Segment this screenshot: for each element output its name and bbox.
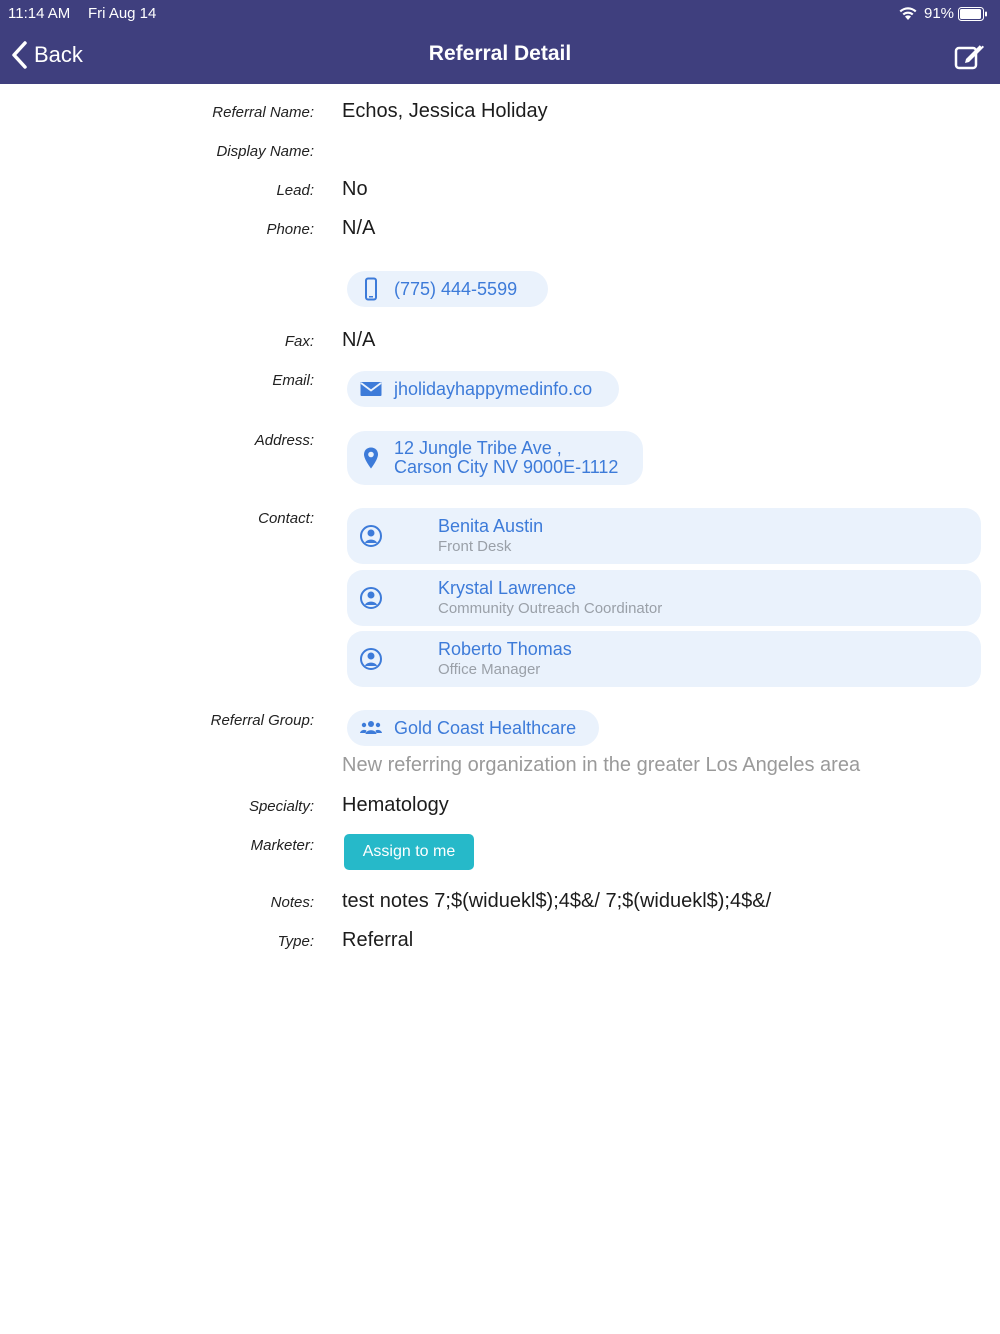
contact-name: Roberto Thomas [438, 639, 572, 659]
referral-group-button[interactable] [347, 710, 599, 746]
contact-item[interactable] [347, 570, 981, 626]
page-title: Referral Detail [428, 42, 572, 65]
edit-icon[interactable] [954, 40, 986, 70]
phone-label: Phone: [266, 221, 314, 238]
referral-name-label: Referral Name: [212, 104, 314, 121]
marketer-label: Marketer: [250, 837, 314, 854]
email-button[interactable] [347, 371, 619, 407]
contact-role: Front Desk [438, 538, 512, 555]
contact-role: Community Outreach Coordinator [438, 600, 663, 617]
person-circle-icon [359, 586, 383, 610]
referral-group-label: Referral Group: [210, 712, 314, 729]
lead-value: No [342, 178, 368, 200]
fax-label: Fax: [284, 333, 314, 350]
address-line2: Carson City NV 9000E-1112 [394, 457, 619, 477]
navigation-bar [0, 26, 1000, 84]
back-label: Back [34, 42, 83, 67]
person-circle-icon [359, 647, 383, 671]
email-label: Email: [272, 372, 314, 389]
battery-icon [958, 7, 988, 21]
specialty-value: Hematology [342, 794, 449, 816]
notes-label: Notes: [270, 894, 314, 911]
map-pin-icon [359, 446, 383, 470]
mobile-phone-text: (775) 444-5599 [394, 279, 518, 299]
referral-group-description: New referring organization in the greater Los Angeles area [342, 754, 861, 776]
contact-role: Office Manager [438, 661, 541, 678]
email-text: jholidayhappymedinfo.co [394, 379, 593, 399]
assign-to-me-button[interactable]: Assign to me [344, 834, 474, 870]
contact-item[interactable] [347, 631, 981, 687]
mobile-phone-button[interactable] [347, 271, 548, 307]
type-value: Referral [342, 929, 414, 951]
fax-value: N/A [342, 329, 376, 351]
phone-value: N/A [342, 217, 376, 239]
referral-group-text: Gold Coast Healthcare [394, 718, 577, 738]
wifi-icon [898, 5, 918, 21]
contact-name: Krystal Lawrence [438, 578, 577, 598]
lead-label: Lead: [276, 182, 314, 199]
chevron-left-icon [10, 40, 30, 70]
contact-name: Benita Austin [438, 516, 544, 536]
mobile-phone-icon [359, 277, 383, 301]
person-circle-icon [359, 524, 383, 548]
referral-name-value: Echos, Jessica Holiday [342, 100, 548, 122]
specialty-label: Specialty: [248, 798, 314, 815]
contact-label: Contact: [258, 510, 314, 527]
address-label: Address: [254, 432, 314, 449]
address-line1: 12 Jungle Tribe Ave , [394, 438, 562, 458]
notes-value: test notes 7;$(widuekl$);4$&/ 7;$(widuekl$);4$&/ [342, 890, 772, 912]
status-bar [0, 0, 1000, 26]
status-time: 11:14 AM [8, 5, 71, 22]
back-button[interactable] [10, 40, 83, 70]
display-name-label: Display Name: [216, 143, 314, 160]
battery-percent: 91% [924, 5, 955, 22]
group-icon [359, 716, 383, 740]
status-date: Fri Aug 14 [88, 5, 157, 22]
type-label: Type: [277, 933, 314, 950]
envelope-icon [359, 377, 383, 401]
address-button[interactable] [347, 431, 643, 485]
contact-item[interactable] [347, 508, 981, 564]
